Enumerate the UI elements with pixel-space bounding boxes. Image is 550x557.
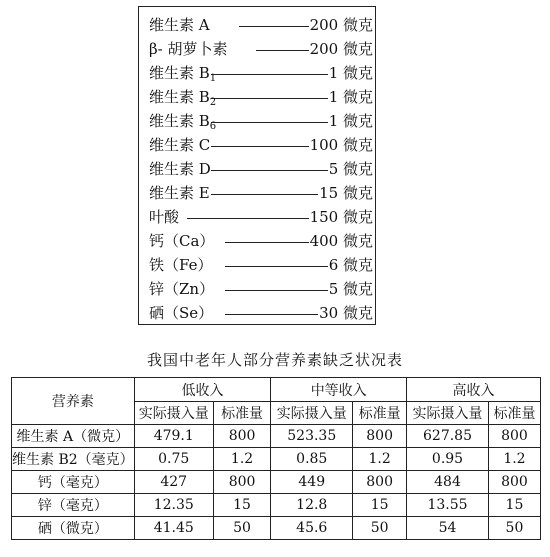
nutrient-list-name: 维生素 A bbox=[149, 16, 210, 34]
nutrient-list-item bbox=[149, 231, 373, 251]
standard-cell: 15 bbox=[488, 494, 540, 517]
leader-line bbox=[225, 266, 341, 267]
nutrient-list-item bbox=[149, 183, 373, 203]
actual-intake-cell: 12.8 bbox=[271, 494, 353, 517]
standard-cell: 15 bbox=[353, 494, 407, 517]
table-row bbox=[12, 471, 541, 494]
actual-intake-cell: 45.6 bbox=[271, 517, 353, 540]
nutrient-list-amount: 200 微克 bbox=[309, 40, 373, 58]
standard-cell: 800 bbox=[213, 471, 271, 494]
actual-intake-cell: 427 bbox=[134, 471, 213, 494]
nutrient-list-name: 维生素 $B_6$ bbox=[149, 112, 217, 132]
nutrient-list-amount: 1 微克 bbox=[328, 64, 373, 82]
recommended-intake-list bbox=[138, 6, 376, 325]
nutrient-list-item bbox=[149, 135, 373, 155]
nutrient-cell: 维生素 A（微克） bbox=[12, 425, 135, 448]
actual-intake-cell: 0.85 bbox=[271, 448, 353, 471]
leader-line bbox=[211, 170, 341, 171]
subheader-standard: 标准量 bbox=[213, 402, 271, 425]
nutrient-list-subscript: 6 bbox=[209, 121, 217, 132]
subheader-actual: 实际摄入量 bbox=[271, 402, 353, 425]
nutrient-cell: 钙（毫克） bbox=[12, 471, 135, 494]
group-header-middle: 中等收入 bbox=[271, 378, 407, 402]
leader-line bbox=[211, 194, 331, 195]
nutrient-list-subscript: 1 bbox=[209, 73, 217, 84]
nutrient-list-item bbox=[149, 207, 373, 227]
nutrient-list-amount: 400 微克 bbox=[309, 232, 373, 250]
standard-cell: 800 bbox=[488, 471, 540, 494]
standard-cell: 800 bbox=[353, 425, 407, 448]
table-title: 我国中老年人部分营养素缺乏状况表 bbox=[146, 351, 403, 369]
actual-intake-cell: 449 bbox=[271, 471, 353, 494]
table-header-row bbox=[12, 378, 541, 402]
nutrient-list-name: 锌（Zn） bbox=[149, 280, 215, 298]
nutrient-list-name: 维生素 $B_2$ bbox=[149, 88, 217, 108]
subheader-actual: 实际摄入量 bbox=[134, 402, 213, 425]
subheader-standard: 标准量 bbox=[488, 402, 540, 425]
nutrient-list-amount: 100 微克 bbox=[309, 136, 373, 154]
leader-line bbox=[225, 314, 331, 315]
nutrient-list-name: 叶酸 bbox=[149, 208, 180, 226]
standard-cell: 800 bbox=[353, 471, 407, 494]
nutrient-list-item bbox=[149, 111, 373, 131]
nutrient-list-amount: 200 微克 bbox=[309, 16, 373, 34]
table-row bbox=[12, 425, 541, 448]
actual-intake-cell: 12.35 bbox=[134, 494, 213, 517]
standard-cell: 50 bbox=[353, 517, 407, 540]
actual-intake-cell: 627.85 bbox=[407, 425, 489, 448]
nutrient-list-amount: 5 微克 bbox=[328, 160, 373, 178]
actual-intake-cell: 41.45 bbox=[134, 517, 213, 540]
standard-cell: 15 bbox=[213, 494, 271, 517]
group-header-high: 高收入 bbox=[407, 378, 541, 402]
standard-cell: 800 bbox=[488, 425, 540, 448]
nutrient-list-item bbox=[149, 87, 373, 107]
nutrient-list-item bbox=[149, 15, 373, 35]
actual-intake-cell: 0.95 bbox=[407, 448, 489, 471]
table-row bbox=[12, 448, 541, 471]
nutrient-list-name: 钙（Ca） bbox=[149, 232, 215, 250]
nutrient-list-name: 维生素 D bbox=[149, 160, 211, 178]
nutrient-list-subscript: 2 bbox=[209, 97, 217, 108]
nutrient-list-amount: 150 微克 bbox=[309, 208, 373, 226]
nutrient-list-item bbox=[149, 279, 373, 299]
standard-cell: 1.2 bbox=[353, 448, 407, 471]
leader-line bbox=[187, 218, 321, 219]
nutrient-list-name: 硒（Se） bbox=[149, 304, 214, 322]
nutrient-list-name: β- 胡萝卜素 bbox=[149, 40, 228, 58]
group-header-low: 低收入 bbox=[134, 378, 271, 402]
standard-cell: 800 bbox=[213, 425, 271, 448]
leader-line bbox=[211, 146, 321, 147]
nutrient-list-item bbox=[149, 39, 373, 59]
nutrient-list-amount: 1 微克 bbox=[328, 112, 373, 130]
standard-cell: 1.2 bbox=[488, 448, 540, 471]
actual-intake-cell: 484 bbox=[407, 471, 489, 494]
nutrient-list-name: 维生素 $B_1$ bbox=[149, 64, 217, 84]
actual-intake-cell: 523.35 bbox=[271, 425, 353, 448]
actual-intake-cell: 479.1 bbox=[134, 425, 213, 448]
nutrient-list-name: 维生素 C bbox=[149, 136, 211, 154]
nutrient-cell: 锌（毫克） bbox=[12, 494, 135, 517]
subheader-standard: 标准量 bbox=[353, 402, 407, 425]
nutrient-list-amount: 1 微克 bbox=[328, 88, 373, 106]
actual-intake-cell: 13.55 bbox=[407, 494, 489, 517]
nutrient-list-amount: 30 微克 bbox=[319, 304, 373, 322]
standard-cell: 1.2 bbox=[213, 448, 271, 471]
leader-line bbox=[225, 290, 341, 291]
nutrient-cell: 硒（微克） bbox=[12, 517, 135, 540]
nutrient-list-item bbox=[149, 255, 373, 275]
nutrient-list-item bbox=[149, 63, 373, 83]
actual-intake-cell: 0.75 bbox=[134, 448, 213, 471]
nutrient-cell: 维生素 B2（毫克） bbox=[12, 448, 135, 471]
nutrient-list-item bbox=[149, 159, 373, 179]
nutrient-list-item bbox=[149, 303, 373, 323]
standard-cell: 50 bbox=[213, 517, 271, 540]
table-row bbox=[12, 494, 541, 517]
subheader-actual: 实际摄入量 bbox=[407, 402, 489, 425]
standard-cell: 50 bbox=[488, 517, 540, 540]
table-row bbox=[12, 517, 541, 540]
leader-line bbox=[211, 98, 341, 99]
nutrient-list-amount: 5 微克 bbox=[328, 280, 373, 298]
leader-line bbox=[225, 242, 321, 243]
nutrient-list-amount: 15 微克 bbox=[319, 184, 373, 202]
nutrient-list-name: 铁（Fe） bbox=[149, 256, 213, 274]
nutrient-list-amount: 6 微克 bbox=[328, 256, 373, 274]
nutrient-header-cell: 营养素 bbox=[12, 378, 135, 425]
leader-line bbox=[211, 74, 341, 75]
nutrient-list-name: 维生素 E bbox=[149, 184, 210, 202]
leader-line bbox=[211, 122, 341, 123]
actual-intake-cell: 54 bbox=[407, 517, 489, 540]
nutrient-deficiency-table bbox=[11, 377, 541, 540]
